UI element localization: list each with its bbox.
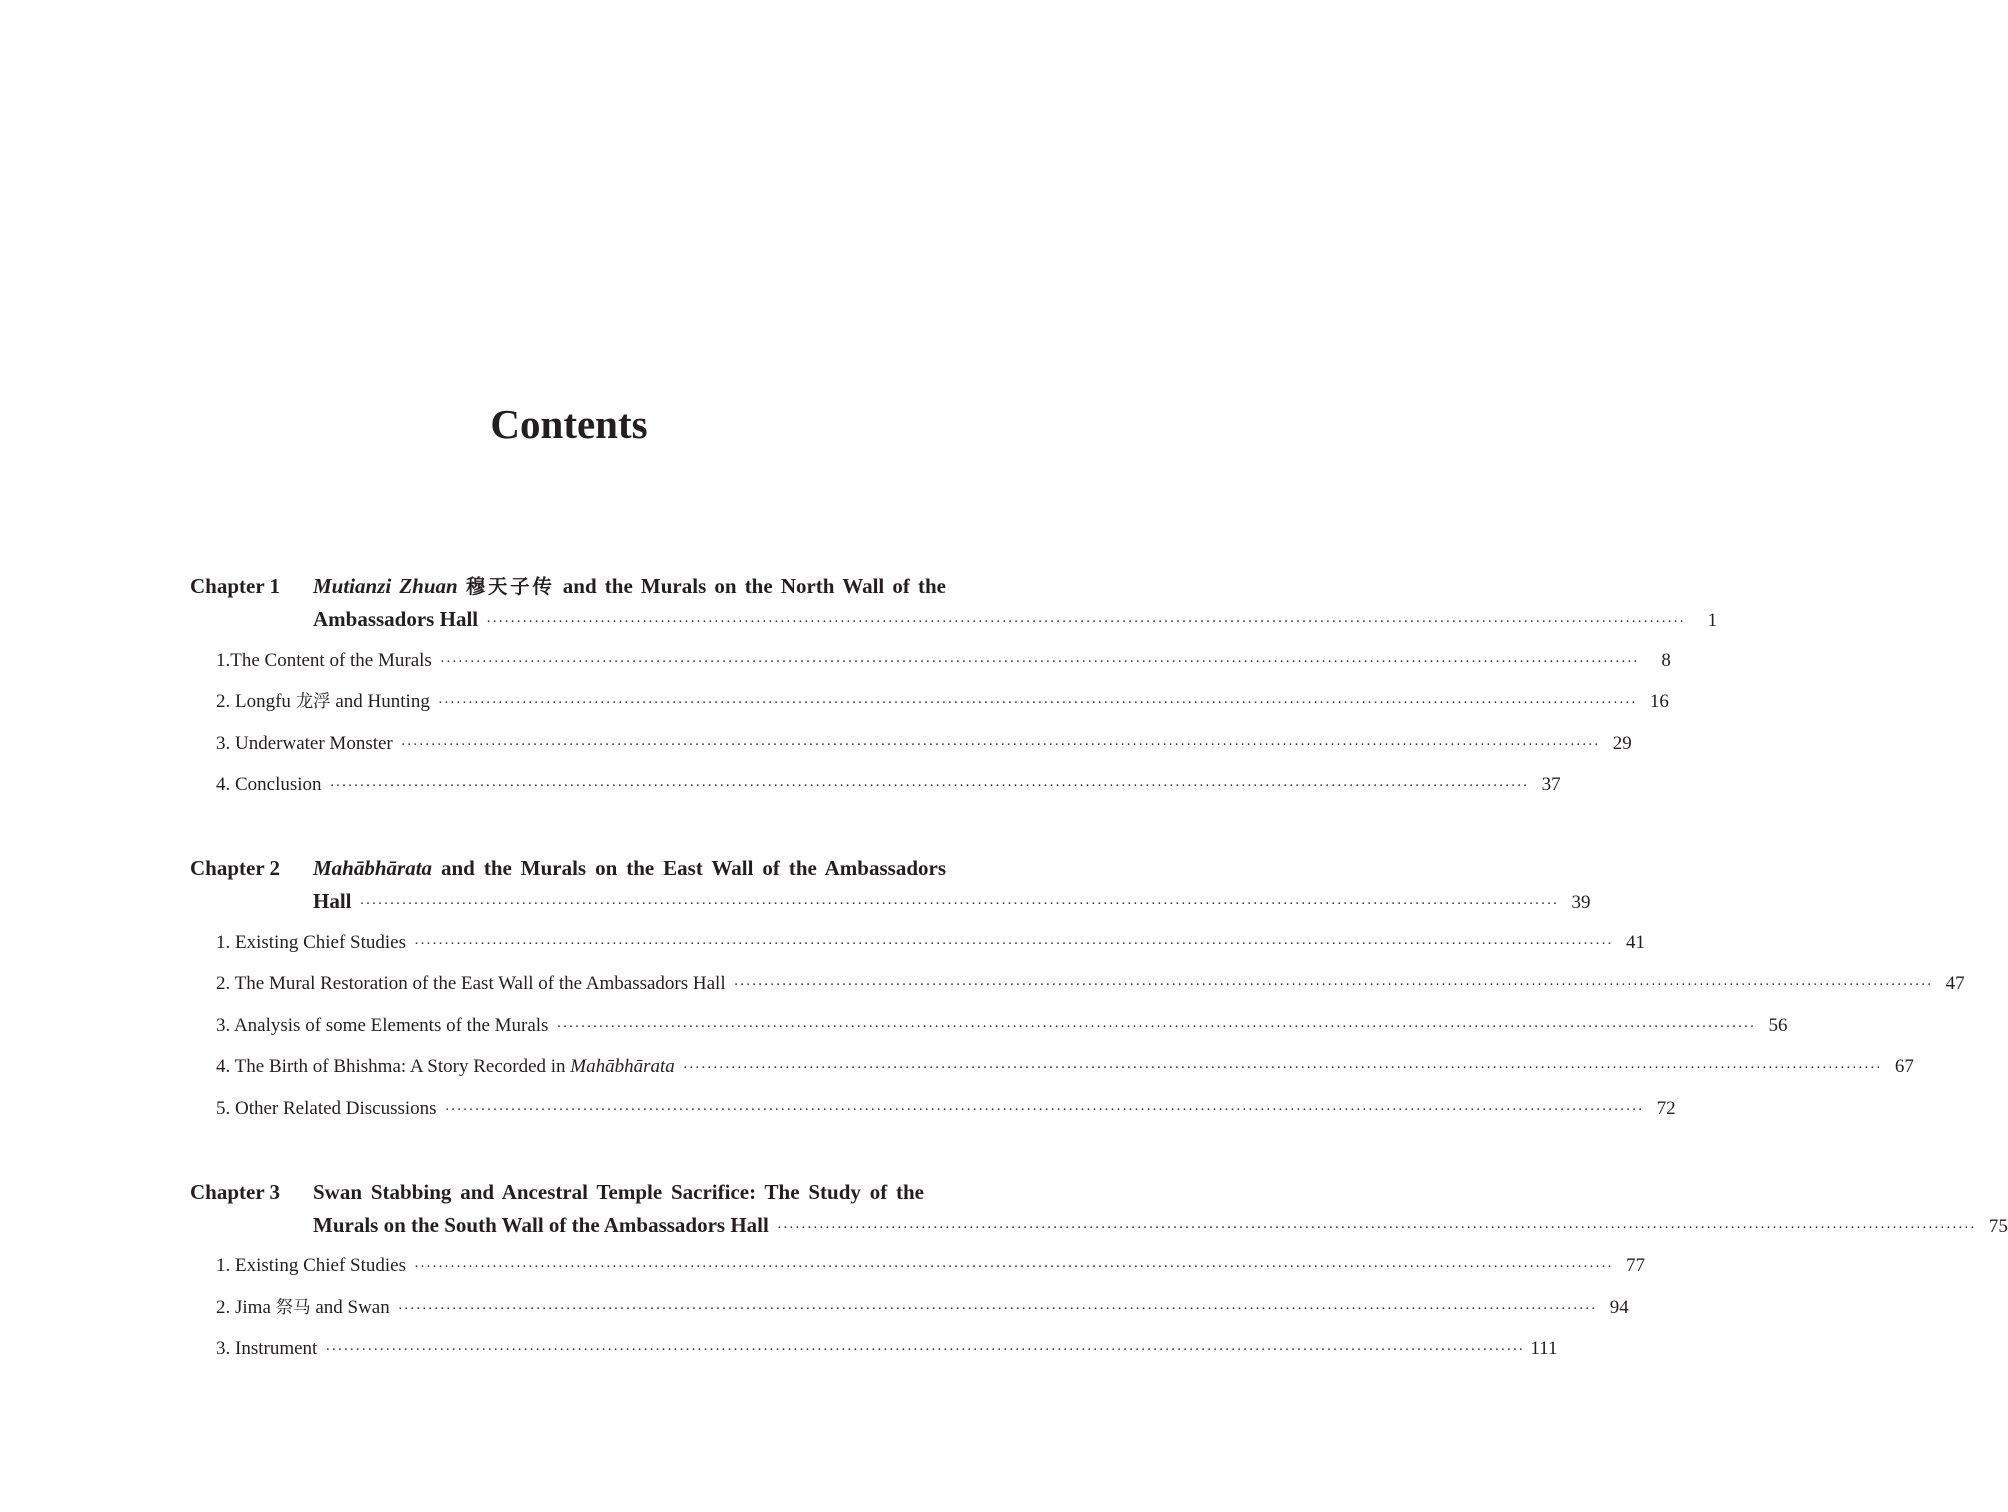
chapter-title-line2: Hall — [313, 889, 352, 913]
section-title: 2. The Mural Restoration of the East Wall of the Ambassadors Hall — [216, 973, 726, 994]
dot-leader: ········································································································································································································ — [397, 1301, 1597, 1317]
chapter-title-cjk: 穆天子传 — [465, 575, 555, 598]
chapter-label: Chapter 2 — [190, 856, 281, 880]
page-number: 94 — [1609, 1297, 1629, 1318]
dot-leader: ········································································································································································································ — [329, 778, 1529, 794]
page-number: 111 — [1530, 1338, 1558, 1359]
section-title-cjk: 祭马 — [275, 1298, 311, 1318]
chapter-3-entry[interactable] — [190, 1176, 2008, 1245]
chapter-title-line1 — [313, 570, 946, 603]
page-number: 29 — [1612, 733, 1632, 754]
toc-section-entry[interactable] — [216, 1013, 1788, 1040]
toc-section-entry[interactable] — [216, 731, 1632, 758]
chapter-title-rest: and the Murals on the North Wall of the — [554, 574, 947, 598]
dot-leader: ········································································································································································································ — [556, 1019, 1756, 1035]
page-title: Contents — [490, 401, 648, 447]
page-number: 16 — [1649, 691, 1669, 712]
dot-leader: ········································································································································································································ — [359, 896, 1559, 912]
section-title: 1. Existing Chief Studies — [216, 932, 406, 953]
section-title-italic: Mahābhārata — [570, 1056, 675, 1077]
toc-section-entry[interactable] — [216, 648, 1671, 675]
section-title: 4. Conclusion — [216, 774, 322, 795]
toc-section-entry[interactable] — [216, 1336, 1558, 1363]
section-title: 2. Longfu 龙浮 and Hunting — [216, 691, 430, 712]
dot-leader: ········································································································································································································ — [414, 936, 1614, 952]
page-number: 67 — [1894, 1056, 1914, 1077]
chapter-title-line2: Murals on the South Wall of the Ambassadors Hall — [313, 1213, 769, 1237]
dot-leader: ········································································································································································································ — [444, 1102, 1644, 1118]
chapter-label: Chapter 3 — [190, 1180, 281, 1204]
chapter-1-entry[interactable] — [190, 570, 1718, 639]
toc-section-entry[interactable] — [216, 1295, 1629, 1322]
toc-section-entry[interactable] — [216, 1054, 1914, 1081]
section-title: 5. Other Related Discussions — [216, 1098, 437, 1119]
toc-section-entry[interactable] — [216, 689, 1669, 716]
chapter-title-italic: Mahābhārata — [313, 856, 433, 880]
page-number: 56 — [1768, 1015, 1788, 1036]
chapter-title-rest: and the Murals on the East Wall of the Ambassadors — [432, 856, 946, 880]
page-number: 41 — [1626, 932, 1646, 953]
page-number: 77 — [1626, 1255, 1646, 1276]
chapter-title-line1: Swan Stabbing and Ancestral Temple Sacrifice: The Study of the — [313, 1180, 924, 1204]
dot-leader: ········································································································································································································ — [682, 1060, 1882, 1076]
toc-section-entry[interactable] — [216, 930, 1646, 957]
chapter-2-entry[interactable] — [190, 852, 1591, 921]
dot-leader: ········································································································································································································ — [437, 695, 1637, 711]
chapter-title-italic: Mutianzi Zhuan — [313, 574, 458, 598]
page-number: 47 — [1945, 973, 1965, 994]
section-title: 1. Existing Chief Studies — [216, 1255, 406, 1276]
page-number: 37 — [1541, 774, 1561, 795]
section-title-cjk: 龙浮 — [295, 692, 331, 712]
dot-leader: ········································································································································································································ — [439, 654, 1639, 670]
dot-leader: ········································································································································································································ — [414, 1259, 1614, 1275]
dot-leader: ········································································································································································································ — [486, 614, 1686, 630]
toc-section-entry[interactable] — [216, 1096, 1676, 1123]
page-number: 39 — [1571, 892, 1591, 913]
section-title: 3. Underwater Monster — [216, 733, 393, 754]
dot-leader: ········································································································································································································ — [776, 1220, 1976, 1236]
dot-leader: ········································································································································································································ — [400, 737, 1600, 753]
chapter-label: Chapter 1 — [190, 574, 281, 598]
section-title: 2. Jima 祭马 and Swan — [216, 1297, 390, 1318]
page-number: 72 — [1656, 1098, 1676, 1119]
dot-leader: ········································································································································································································ — [733, 977, 1933, 993]
dot-leader: ········································································································································································································ — [325, 1342, 1525, 1358]
section-title: 1.The Content of the Murals — [216, 650, 432, 671]
page-number: 75 — [1988, 1216, 2008, 1237]
section-title: 3. Analysis of some Elements of the Murals — [216, 1015, 549, 1036]
chapter-title-line2: Ambassadors Hall — [313, 607, 479, 631]
section-title: 3. Instrument — [216, 1338, 318, 1359]
page-number: 1 — [1707, 610, 1718, 631]
section-title: 4. The Birth of Bhishma: A Story Recorded in Mahābhārata — [216, 1056, 675, 1077]
toc-section-entry[interactable] — [216, 1253, 1646, 1280]
page-number: 8 — [1661, 650, 1671, 671]
chapter-title-line1 — [313, 852, 946, 885]
toc-section-entry[interactable] — [216, 971, 1965, 998]
toc-section-entry[interactable] — [216, 772, 1561, 799]
